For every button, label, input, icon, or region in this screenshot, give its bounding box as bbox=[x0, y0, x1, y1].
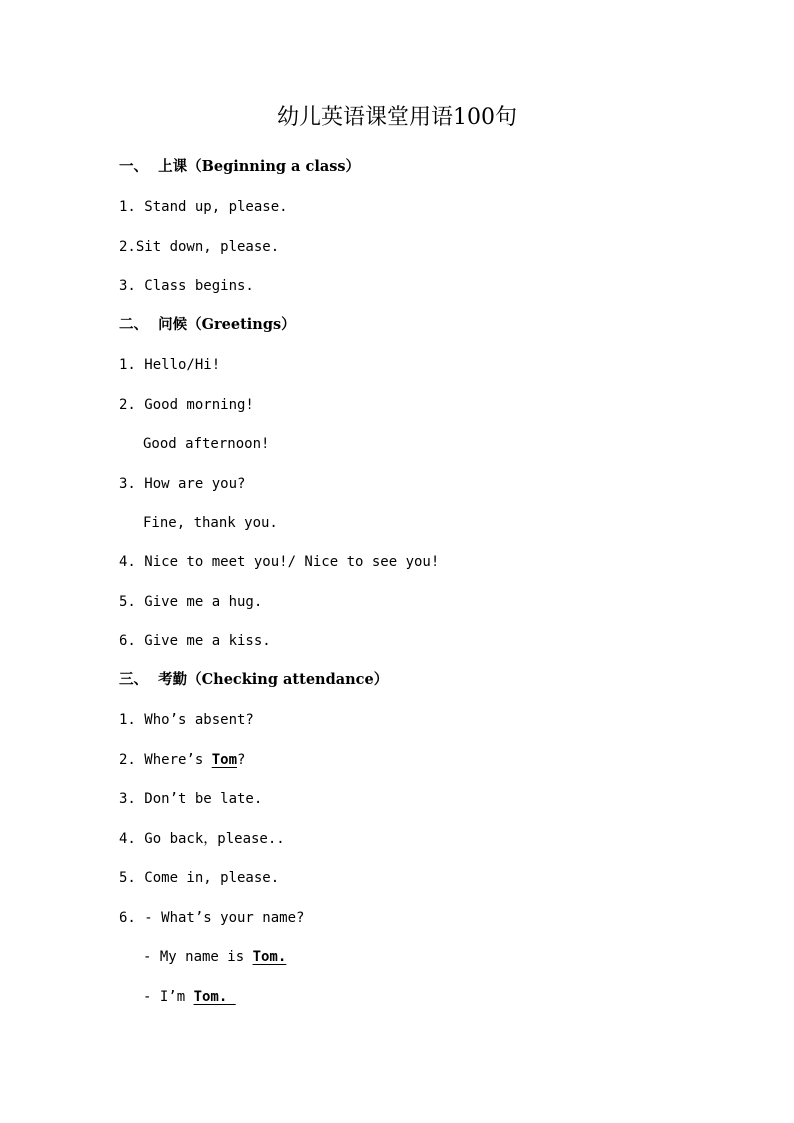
list-item: 2. Good morning! bbox=[119, 397, 254, 413]
list-item: 3. How are you? bbox=[119, 476, 246, 492]
list-item bbox=[119, 750, 245, 770]
section-title: 问候（Greetings） bbox=[158, 316, 296, 333]
list-item bbox=[143, 947, 286, 967]
text-fragment: - My name is bbox=[143, 949, 253, 965]
section-heading-greetings bbox=[119, 315, 296, 335]
list-item bbox=[143, 987, 236, 1007]
list-item: Fine, thank you. bbox=[143, 515, 278, 531]
text-fragment: - I’m bbox=[143, 989, 194, 1005]
section-number: 二、 bbox=[119, 316, 148, 333]
page-title: 幼儿英语课堂用语100句 bbox=[277, 105, 517, 130]
list-item: 2.Sit down, please. bbox=[119, 239, 280, 255]
text-fragment: 2. Where’s bbox=[119, 752, 212, 768]
list-item: 1. Stand up, please. bbox=[119, 199, 288, 215]
section-number: 三、 bbox=[119, 671, 148, 688]
list-item: 6. - What’s your name? bbox=[119, 910, 305, 926]
list-item: 3. Class begins. bbox=[119, 278, 254, 294]
name-underlined: Tom bbox=[211, 752, 238, 768]
list-item: 4. Go back，please.. bbox=[119, 831, 285, 847]
list-item: 5. Give me a hug. bbox=[119, 594, 263, 610]
list-item: 1. Hello/Hi! bbox=[119, 357, 221, 373]
section-title: 上课（Beginning a class） bbox=[158, 158, 361, 175]
section-heading-attendance bbox=[119, 670, 388, 690]
list-item: Good afternoon! bbox=[143, 436, 270, 452]
list-item: 4. Nice to meet you!/ Nice to see you! bbox=[119, 554, 440, 570]
list-item: 1. Who’s absent? bbox=[119, 712, 254, 728]
name-underlined: Tom. bbox=[252, 949, 287, 965]
section-number: 一、 bbox=[119, 158, 148, 175]
list-item: 5. Come in, please. bbox=[119, 870, 280, 886]
name-underlined: Tom. bbox=[193, 989, 236, 1005]
list-item: 6. Give me a kiss. bbox=[119, 633, 271, 649]
section-title: 考勤（Checking attendance） bbox=[158, 671, 389, 688]
list-item: 3. Don’t be late. bbox=[119, 791, 263, 807]
section-heading-beginning bbox=[119, 157, 360, 177]
text-fragment: ? bbox=[237, 752, 246, 768]
